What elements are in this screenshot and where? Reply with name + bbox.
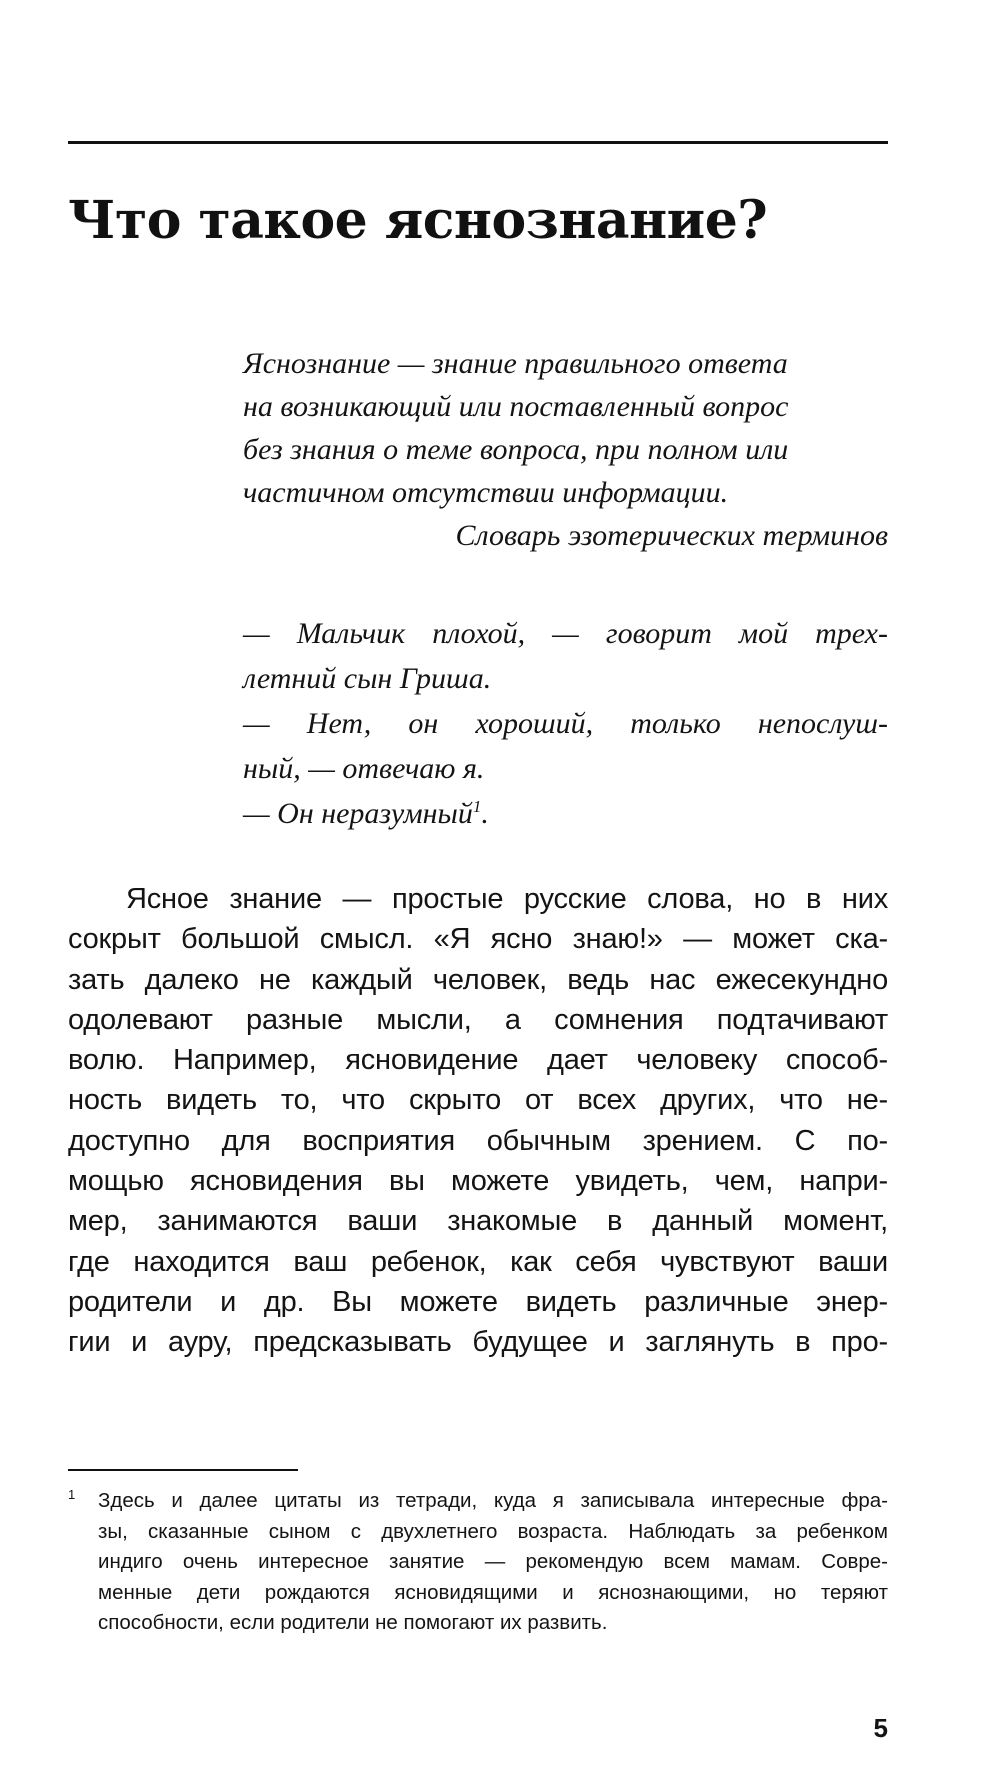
dialogue-quote	[243, 611, 888, 836]
epigraph-line: без знания о теме вопроса, при полном или	[243, 433, 789, 466]
footnote	[68, 1486, 888, 1639]
footnote-line: Здесь и далее цитаты из тетради, куда я записывала интересные фра-	[98, 1489, 888, 1512]
footnote-line: зы, сказанные сыном с двухлетнего возраста. Наблюдать за ребенком	[98, 1519, 888, 1543]
body-line: где находится ваш ребенок, как себя чувствуют ваши	[68, 1245, 888, 1278]
dialogue-line: — Нет, он хороший, только непослуш-	[243, 707, 888, 740]
body-line: мощью ясновидения вы можете увидеть, чем, напри-	[68, 1165, 888, 1198]
body-line: одолевают разные мысли, а сомнения подтачивают	[68, 1003, 888, 1036]
body-line: мер, занимаются ваши знакомые в данный момент,	[68, 1205, 888, 1238]
dialogue-line: ный, — отвечаю я.	[243, 752, 485, 785]
epigraph-line: Яснознание — знание правильного ответа	[243, 347, 788, 380]
dialogue-line: летний сын Гриша.	[243, 662, 492, 695]
dialogue-line-last	[243, 791, 888, 836]
footnote-line: менные дети рождаются ясновидящими и яснознающими, но теряют	[98, 1580, 888, 1604]
body-line: Ясное знание — простые русские слова, но в них	[126, 883, 888, 915]
footnote-reference: 1	[472, 797, 482, 816]
dialogue-line-text: — Он неразумный	[243, 797, 473, 830]
epigraph-source: Словарь эзотерических терминов	[455, 519, 888, 552]
chapter-top-rule	[68, 141, 888, 144]
footnote-rule	[68, 1469, 298, 1471]
page-number: 5	[873, 1713, 888, 1743]
body-line: родители и др. Вы можете видеть различные энер-	[68, 1285, 888, 1318]
body-line: доступно для восприятия обычным зрением. С по-	[68, 1124, 888, 1157]
body-line: сокрыт большой смысл. «Я ясно знаю!» — может ска-	[68, 923, 888, 956]
footnote-line: способности, если родители не помогают их развить.	[98, 1611, 608, 1634]
epigraph-line: частичном отсутствии информации.	[243, 476, 729, 509]
epigraph-line: на возникающий или поставленный вопрос	[243, 390, 789, 423]
body-line: зать далеко не каждый человек, ведь нас ежесекундно	[68, 963, 888, 996]
chapter-title: Что такое яснознание?	[68, 190, 768, 251]
body-line: волю. Например, ясновидение дает человеку способ-	[68, 1044, 888, 1077]
epigraph	[243, 342, 888, 557]
footnote-line: индиго очень интересное занятие — рекомендую всем мамам. Совре-	[98, 1550, 888, 1573]
body-paragraph	[68, 879, 888, 1363]
footnote-text	[98, 1486, 888, 1639]
book-page	[68, 0, 888, 1791]
footnote-marker: 1	[68, 1487, 76, 1502]
body-line: ность видеть то, что скрыто от всех других, что не-	[68, 1084, 888, 1117]
body-line: гии и ауру, предсказывать будущее и заглянуть в про-	[68, 1326, 888, 1359]
dialogue-end-period: .	[481, 797, 489, 830]
dialogue-line: — Мальчик плохой, — говорит мой трех-	[243, 617, 888, 650]
